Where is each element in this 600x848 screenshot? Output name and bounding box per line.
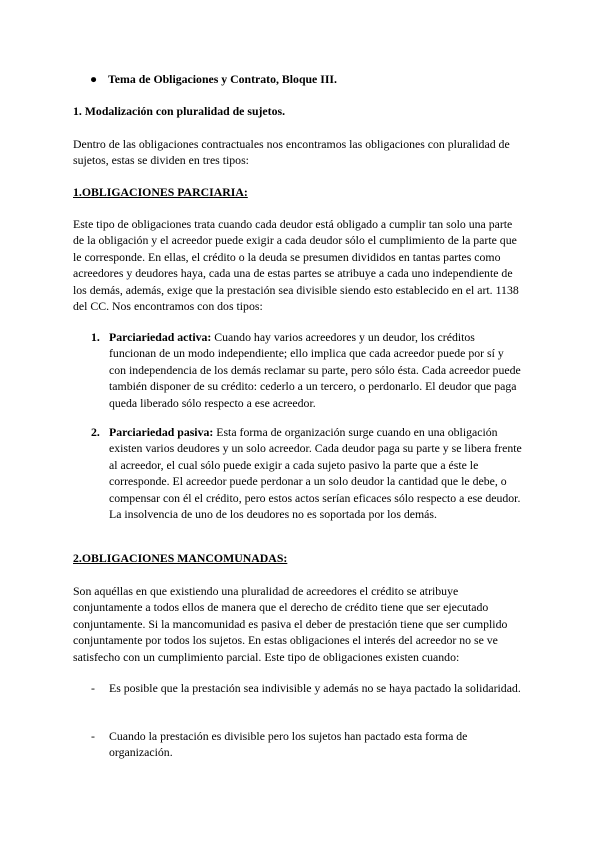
heading-mancomunadas: 2.OBLIGACIONES MANCOMUNADAS: bbox=[73, 551, 288, 565]
list-item-text: Esta forma de organización surge cuando en una obligación existen varios deudores y un solo acreedor. Cada deudor paga su parte y se libera frente al acreedor, el cual sólo puede exigir a cada sujeto pasivo la parte que a éste le corresponde. El acreedor puede perdonar a un solo deudor la cantidad que le debe, o compensar con él el crédito, pero estos actos serían eficaces sólo respecto a ese deudor. La insolvencia de uno de los deudores no es soportada por los demás. bbox=[109, 425, 522, 522]
list-number: 1. bbox=[91, 330, 100, 344]
topic-line bbox=[90, 71, 337, 87]
list-item-text: Cuando la prestación es divisible pero los sujetos han pactado esta forma de organización. bbox=[109, 729, 468, 760]
parciaria-paragraph: Este tipo de obligaciones trata cuando cada deudor está obligado a cumplir tan solo una parte de la obligación y el acreedor puede exigir a cada deudor sólo el cumplimiento de la parte que le corresponde. En ellas, el crédito o la deuda se presumen divididos en tantas partes como acreedores y deudores haya, cada una de estas partes se atribuye a cada uno independiente de los demás, además, exige que la prestación sea divisible siendo esto establecido en el art. 1138 del CC. Nos encontramos con dos tipos: bbox=[73, 217, 519, 314]
list-item-text: Es posible que la prestación sea indivisible y además no se haya pactado la solidaridad. bbox=[109, 681, 521, 695]
list-item-parciariedad-activa bbox=[91, 329, 523, 411]
list-number: 2. bbox=[91, 425, 100, 439]
list-item-body bbox=[109, 329, 523, 411]
heading-parciaria: 1.OBLIGACIONES PARCIARIA: bbox=[73, 185, 248, 199]
list-item-indivisible bbox=[91, 680, 523, 696]
list-item-body bbox=[109, 424, 523, 522]
dash-marker: - bbox=[91, 681, 95, 695]
mancomunadas-paragraph: Son aquéllas en que existiendo una pluralidad de acreedores el crédito se atribuye conjuntamente a todos ellos de manera que el derecho de crédito tiene que ser ejecutado conjuntamente. Si la mancomunidad es pasiva el deber de prestación tiene que ser cumplido conjuntamente por todos los sujetos. En estas obligaciones el interés del acreedor no se ve satisfecho con un cumplimiento parcial. Este tipo de obligaciones existen cuando: bbox=[73, 584, 508, 664]
section-intro-paragraph: Dentro de las obligaciones contractuales nos encontramos las obligaciones con pluralidad de sujetos, estas se dividen en tres tipos: bbox=[73, 137, 510, 168]
topic-title: Tema de Obligaciones y Contrato, Bloque III. bbox=[108, 72, 337, 86]
list-item-text: Cuando hay varios acreedores y un deudor, los créditos funcionan de un modo independiente; ello implica que cada acreedor puede por sí y con independencia de los demás reclamar su parte, pero sólo ésta. Cada acreedor puede también disponer de su crédito: cederlo a un tercero, o perdonarlo. El deudor que paga queda liberado sólo respecto a ese acreedor. bbox=[109, 330, 521, 410]
list-item-divisible bbox=[91, 728, 523, 761]
bullet-icon: ● bbox=[90, 72, 98, 86]
section-heading-modalizacion: 1. Modalización con pluralidad de sujetos. bbox=[73, 104, 286, 118]
list-item-parciariedad-pasiva bbox=[91, 424, 523, 522]
list-item-title: Parciariedad activa: bbox=[109, 330, 212, 344]
list-item-title: Parciariedad pasiva: bbox=[109, 425, 214, 439]
dash-marker: - bbox=[91, 729, 95, 743]
